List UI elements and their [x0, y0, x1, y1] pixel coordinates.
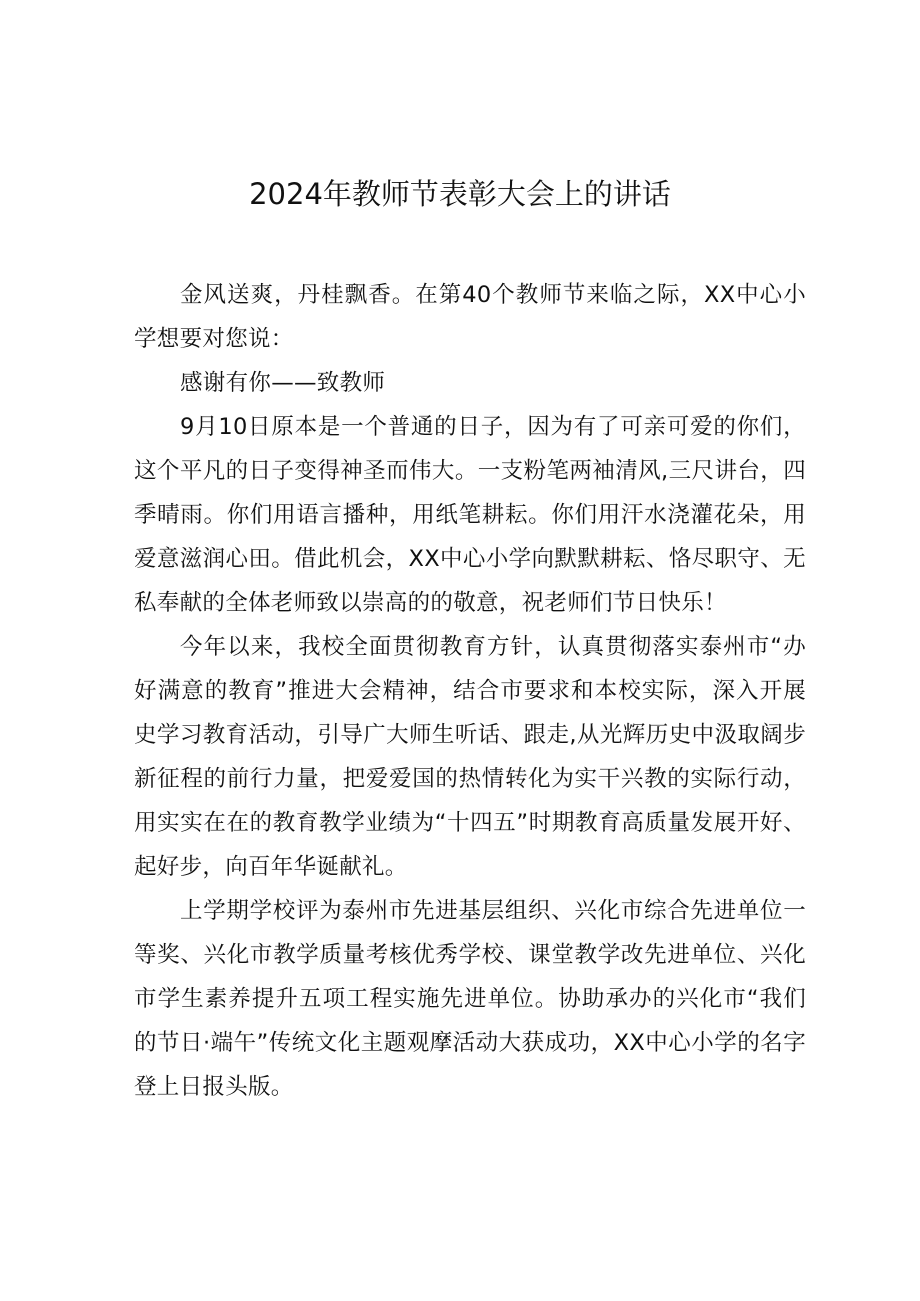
paragraph-greeting: 金风送爽，丹桂飘香。在第40个教师节来临之际，XX中心小学想要对您说：: [134, 282, 806, 352]
paragraph-teachers-day: 9月10日原本是一个普通的日子，因为有了可亲可爱的你们，这个平凡的日子变得神圣而伟大。一支粉笔两袖清风,三尺讲台，四季晴雨。你们用语言播种，用纸笔耕耘。你们用汗水浇灌花朵，用爱意滋润心田。借此机会，XX中心小学向默默耕耘、恪尽职守、无私奉献的全体老师致以崇高的的敬意，祝老师们节日快乐！: [134, 414, 806, 616]
paragraph-honors: 上学期学校评为泰州市先进基层组织、兴化市综合先进单位一等奖、兴化市教学质量考核优秀学校、课堂教学改先进单位、兴化市学生素养提升五项工程实施先进单位。协助承办的兴化市“我们的节日·端午”传统文化主题观摩活动大获成功，XX中心小学的名字登上日报头版。: [134, 898, 806, 1100]
paragraph-this-year: 今年以来，我校全面贯彻教育方针，认真贯彻落实泰州市“办好满意的教育”推进大会精神，结合市要求和本校实际，深入开展史学习教育活动，引导广大师生听话、跟走,从光辉历史中汲取阔步新征程的前行力量，把爱爱国的热情转化为实干兴教的实际行动，用实实在在的教育教学业绩为“十四五”时期教育高质量发展开好、起好步，向百年华诞献礼。: [134, 634, 806, 880]
document-body: [134, 273, 806, 1109]
document-title: 2024年教师节表彰大会上的讲话: [249, 177, 671, 211]
paragraph-subtitle: 感谢有你——致教师: [180, 370, 386, 396]
